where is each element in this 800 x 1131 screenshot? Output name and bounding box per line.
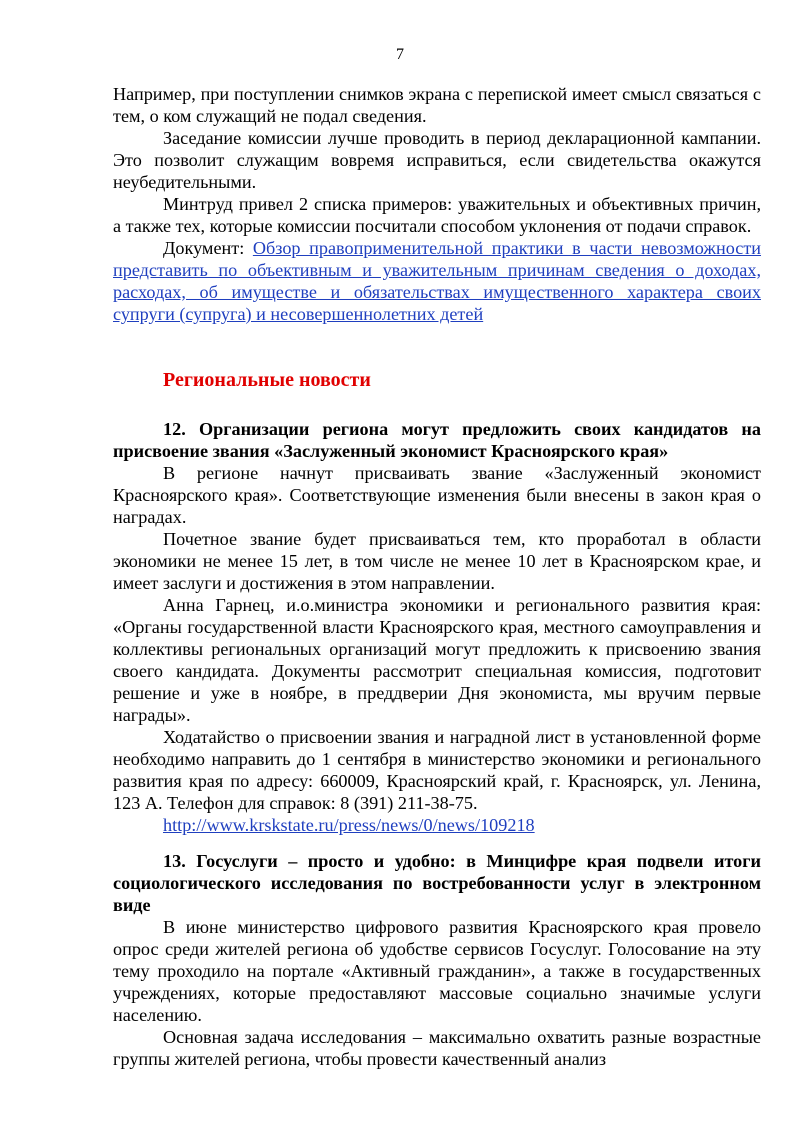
- news-13: [113, 850, 761, 1070]
- news-12: [113, 418, 761, 836]
- news-13-title: 13. Госуслуги – просто и удобно: в Минцифре края подвели итоги социологического исследования по востребованности услуг в электронном виде: [113, 851, 761, 915]
- news-12-paragraph-1: В регионе начнут присваивать звание «Заслуженный экономист Красноярского края». Соответствующие изменения были внесены в закон края о наградах.: [113, 463, 761, 527]
- news-12-url-link[interactable]: http://www.krskstate.ru/press/news/0/news/109218: [163, 815, 535, 835]
- intro-paragraph-1: Например, при поступлении снимков экрана с перепиской имеет смысл связаться с тем, о ком служащий не подал сведения.: [113, 84, 761, 126]
- news-13-paragraph-1: В июне министерство цифрового развития Красноярского края провело опрос среди жителей региона об удобстве сервисов Госуслуг. Голосование на эту тему проходило на портале «Активный гражданин», а также в государственных учреждениях, которые предоставляют массовые социально значимые услуги населению.: [113, 917, 761, 1025]
- news-12-title: 12. Организации региона могут предложить своих кандидатов на присвоение звания «Заслуженный экономист Красноярского края»: [113, 419, 761, 461]
- intro-block: [113, 83, 761, 325]
- news-13-paragraph-2: Основная задача исследования – максимально охватить разные возрастные группы жителей региона, чтобы провести качественный анализ: [113, 1027, 761, 1069]
- intro-paragraph-3: Минтруд привел 2 списка примеров: уважительных и объективных причин, а также тех, которые комиссии посчитали способом уклонения от подачи справок.: [113, 194, 761, 236]
- document-reference: [113, 237, 761, 325]
- intro-paragraph-2: Заседание комиссии лучше проводить в период декларационной кампании. Это позволит служащим вовремя исправиться, если свидетельства окажутся неубедительными.: [113, 128, 761, 192]
- news-12-source: [113, 814, 761, 836]
- news-12-paragraph-4: Ходатайство о присвоении звания и наградной лист в установленной форме необходимо направить до 1 сентября в министерство экономики и регионального развития края по адресу: 660009, Красноярский край, г. Красноярск, ул. Ленина, 123 А. Телефон для справок: 8 (391) 211-38-75.: [113, 727, 761, 813]
- news-12-paragraph-2: Почетное звание будет присваиваться тем, кто проработал в области экономики не менее 15 лет, в том числе не менее 10 лет в Красноярском крае, и имеет заслуги и достижения в этом направлении.: [113, 529, 761, 593]
- document-label: Документ:: [163, 238, 253, 258]
- news-12-paragraph-3: Анна Гарнец, и.о.министра экономики и регионального развития края: «Органы государственной власти Красноярского края, местного самоуправления и коллективы региональных организаций могут предложить к присвоению звания своего кандидата. Документы рассмотрит специальная комиссия, подготовит решение и уже в ноябре, в преддверии Дня экономиста, мы вручим первые награды».: [113, 595, 761, 725]
- section-title: Региональные новости: [163, 369, 371, 391]
- document-link[interactable]: Обзор правоприменительной практики в части невозможности представить по объективным и уважительным причинам сведения о доходах, расходах, об имуществе и обязательствах имущественного характера своих супруги (супруга) и несовершеннолетних детей: [113, 238, 762, 324]
- page-number: 7: [396, 46, 404, 63]
